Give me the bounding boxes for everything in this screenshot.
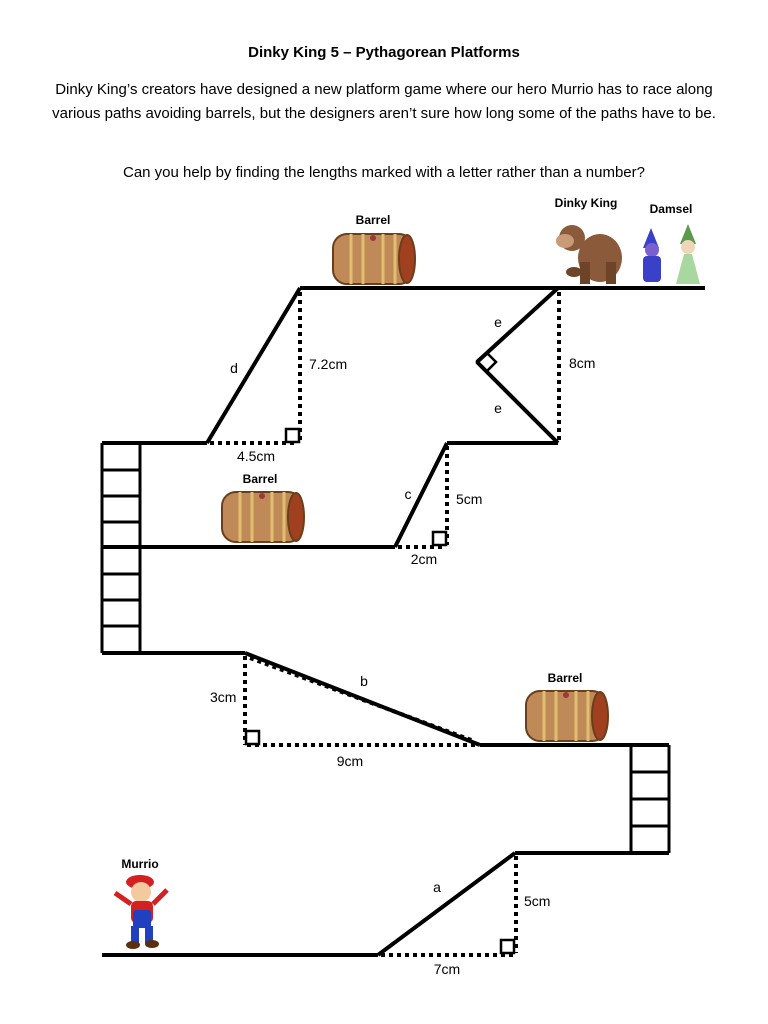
damsel-icon (643, 224, 700, 284)
barrel-icon (333, 234, 415, 284)
ladder-right (631, 745, 669, 853)
worksheet-title: Dinky King 5 – Pythagorean Platforms (248, 44, 520, 61)
length-e-upper-label: e (494, 314, 502, 330)
question-text: Can you help by finding the lengths marked with a letter rather than a number? (123, 164, 645, 181)
height-b-label: 3cm (210, 689, 237, 705)
base-b-label: 9cm (336, 753, 364, 769)
barrel-label: Barrel (547, 671, 583, 685)
height-a-label: 5cm (524, 893, 551, 909)
right-angle-marker-d (286, 429, 299, 442)
base-a-label: 7cm (433, 961, 461, 977)
right-angle-marker-a (501, 940, 514, 953)
right-angle-marker-c (433, 532, 446, 545)
base-d-label: 4.5cm (236, 448, 276, 464)
barrel-icon (526, 691, 608, 741)
platform-bottom (102, 853, 669, 955)
length-b-label: b (360, 673, 368, 689)
damsel-label: Damsel (649, 202, 693, 216)
dinky-king-icon (556, 225, 622, 284)
barrel-label: Barrel (355, 213, 391, 227)
dinky-king-label: Dinky King (554, 196, 618, 210)
murrio-label: Murrio (121, 857, 159, 871)
right-angle-marker-b (246, 731, 259, 744)
length-a-label: a (433, 879, 441, 895)
platform-top (102, 288, 705, 443)
barrel-label: Barrel (242, 472, 278, 486)
height-e-label: 8cm (569, 355, 596, 371)
height-c-label: 5cm (456, 491, 483, 507)
length-e-lower-label: e (494, 400, 502, 416)
base-c-label: 2cm (410, 551, 438, 567)
intro-paragraph: Dinky King’s creators have designed a new platform game where our hero Murrio has to race along various paths avoiding barrels, but the designers aren’t sure how long some of the paths have to be. (52, 81, 716, 122)
triangle-d-guides (210, 292, 300, 443)
barrel-icon (222, 492, 304, 542)
length-d-label: d (230, 360, 238, 376)
murrio-icon (115, 875, 167, 949)
height-d-label: 7.2cm (309, 356, 348, 372)
length-c-label: c (404, 486, 412, 502)
